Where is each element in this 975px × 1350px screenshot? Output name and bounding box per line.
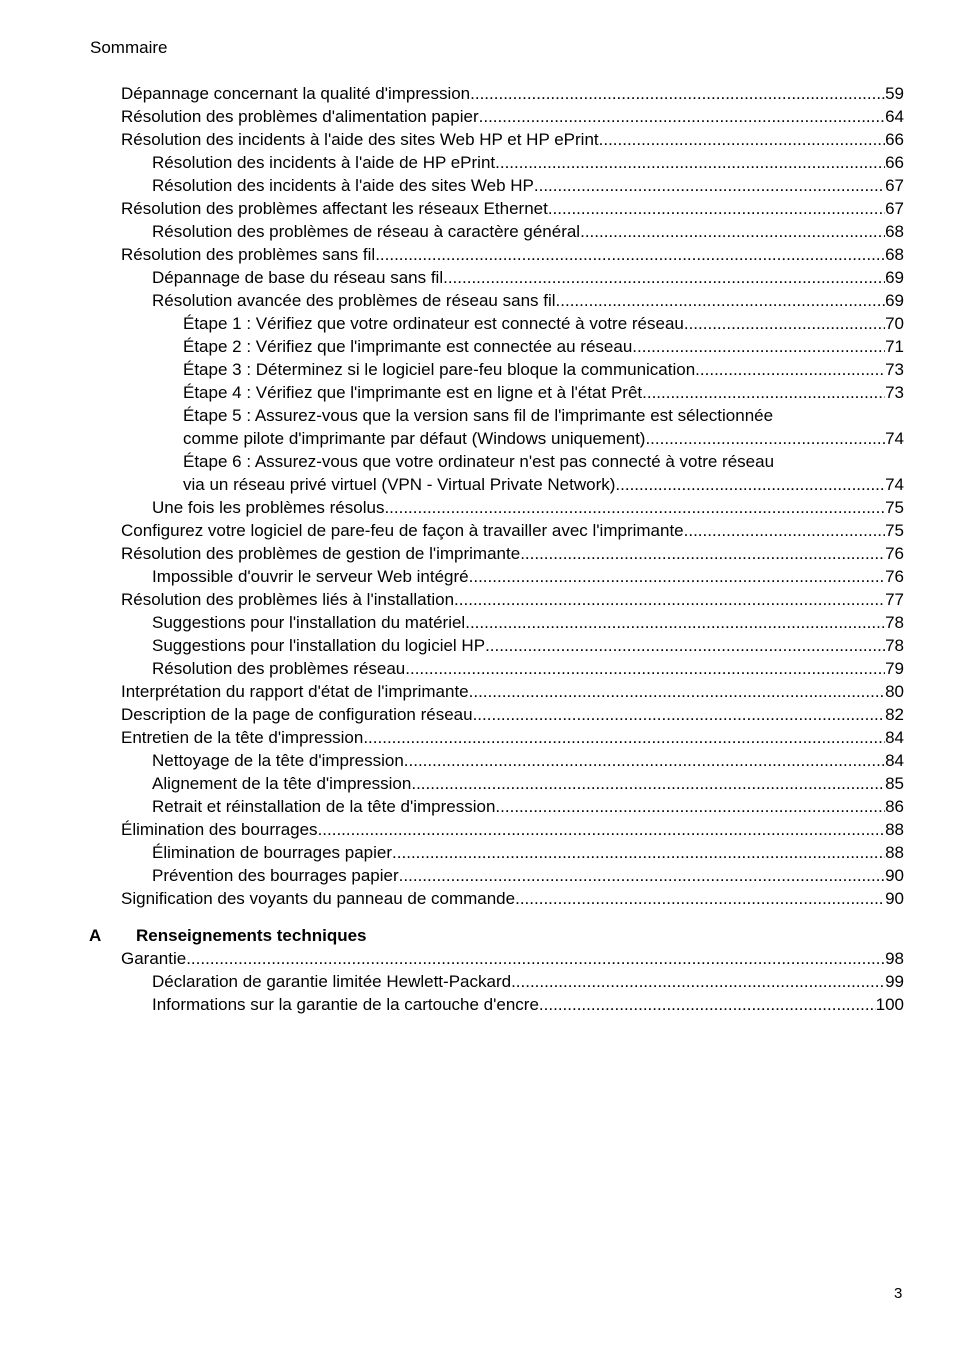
dot-leader <box>465 611 885 634</box>
toc-entry[interactable] <box>152 864 904 887</box>
toc-entry-page: 76 <box>885 567 904 586</box>
toc-entry-title: Élimination des bourrages <box>121 820 318 839</box>
toc-entry-title: Garantie <box>121 949 187 968</box>
toc-entry[interactable] <box>152 657 904 680</box>
dot-leader <box>363 726 885 749</box>
running-head: Sommaire <box>90 38 168 57</box>
toc-entry-page: 67 <box>885 176 904 195</box>
dot-leader <box>186 947 885 970</box>
toc-entry-page: 75 <box>885 498 904 517</box>
page-number: 3 <box>894 1285 903 1302</box>
dot-leader <box>469 680 885 703</box>
toc-entry-page: 64 <box>885 107 904 126</box>
dot-leader <box>479 105 885 128</box>
dot-leader <box>695 358 885 381</box>
toc-entry-page: 82 <box>885 705 904 724</box>
dot-leader <box>485 634 885 657</box>
toc-entry[interactable] <box>183 427 904 450</box>
toc-entry-title: Étape 3 : Déterminez si le logiciel pare-feu bloque la communication <box>183 360 696 379</box>
toc-entry-page: 77 <box>885 590 904 609</box>
toc-entry[interactable] <box>121 947 904 970</box>
toc-entry[interactable] <box>121 105 904 128</box>
toc-entry-page: 68 <box>885 222 904 241</box>
toc-entry-title: Impossible d'ouvrir le serveur Web intégré <box>152 567 469 586</box>
dot-leader <box>548 197 885 220</box>
dot-leader <box>318 818 886 841</box>
toc-entry[interactable] <box>152 611 904 634</box>
dot-leader <box>469 565 885 588</box>
dot-leader <box>642 381 885 404</box>
toc-entry-page: 73 <box>885 383 904 402</box>
toc-entry[interactable] <box>121 680 904 703</box>
toc-entry-page: 79 <box>885 659 904 678</box>
dot-leader <box>411 772 885 795</box>
toc-entry-title: Alignement de la tête d'impression <box>152 774 412 793</box>
toc-entry[interactable] <box>121 519 904 542</box>
toc-entry-title: Déclaration de garantie limitée Hewlett-Packard <box>152 972 512 991</box>
toc-entry[interactable] <box>183 473 904 496</box>
toc-entry[interactable] <box>183 381 904 404</box>
toc-entry-title: Suggestions pour l'installation du logiciel HP <box>152 636 486 655</box>
toc-entry-page: 66 <box>885 153 904 172</box>
toc-entry-page: 90 <box>885 889 904 908</box>
toc-entry-page: 59 <box>885 84 904 103</box>
toc-entry-line: Étape 5 : Assurez-vous que la version sans fil de l'imprimante est sélectionnée <box>183 406 774 425</box>
dot-leader <box>399 496 885 519</box>
toc-entry-page: 67 <box>885 199 904 218</box>
toc-entry-title: Résolution des incidents à l'aide des sites Web HP <box>152 176 534 195</box>
toc-entry[interactable] <box>152 496 904 519</box>
dot-leader <box>632 335 885 358</box>
toc-entry-title: Prévention des bourrages papier <box>152 866 399 885</box>
toc-entry[interactable] <box>152 174 904 197</box>
toc-entry-title: via un réseau privé virtuel (VPN - Virtual Private Network) <box>183 475 616 494</box>
dot-leader <box>375 243 885 266</box>
toc-entry-page: 74 <box>885 429 904 448</box>
toc-entry-title: Résolution des problèmes sans fil <box>121 245 376 264</box>
dot-leader <box>599 128 885 151</box>
toc-entry-page: 99 <box>885 972 904 991</box>
toc-entry[interactable] <box>152 289 904 312</box>
toc-entry-title: Résolution des problèmes de réseau à caractère général <box>152 222 581 241</box>
toc-entry-page: 80 <box>885 682 904 701</box>
toc-entry[interactable] <box>121 588 904 611</box>
toc-entry-page: 69 <box>885 268 904 287</box>
toc-entry[interactable] <box>121 128 904 151</box>
toc-entry-page: 68 <box>885 245 904 264</box>
appendix-heading[interactable] <box>89 924 975 947</box>
toc-entry-title: Retrait et réinstallation de la tête d'impression <box>152 797 496 816</box>
dot-leader <box>405 657 885 680</box>
table-of-contents <box>0 82 975 1016</box>
toc-entry-page: 73 <box>885 360 904 379</box>
dot-leader <box>556 289 886 312</box>
toc-entry-page: 78 <box>885 613 904 632</box>
toc-entry-page: 100 <box>875 995 904 1014</box>
dot-leader <box>392 841 885 864</box>
toc-entry-page: 70 <box>885 314 904 333</box>
toc-entry-page: 85 <box>885 774 904 793</box>
toc-entry[interactable] <box>121 542 904 565</box>
dot-leader <box>511 970 885 993</box>
dot-leader <box>645 427 885 450</box>
toc-entry[interactable] <box>121 818 904 841</box>
dot-leader <box>684 312 885 335</box>
appendix-letter: A <box>89 926 102 945</box>
toc-entry-title: Étape 1 : Vérifiez que votre ordinateur est connecté à votre réseau <box>183 314 684 333</box>
dot-leader <box>454 588 885 611</box>
toc-entry[interactable] <box>152 795 904 818</box>
toc-entry-page: 86 <box>885 797 904 816</box>
toc-entry-title: Configurez votre logiciel de pare-feu de façon à travailler avec l'imprimante <box>121 521 684 540</box>
toc-entry-page: 84 <box>885 728 904 747</box>
toc-entry-title: Résolution des problèmes réseau <box>152 659 406 678</box>
dot-leader <box>615 473 885 496</box>
toc-entry[interactable] <box>121 243 904 266</box>
toc-entry-title: Résolution des incidents à l'aide des sites Web HP et HP ePrint <box>121 130 599 149</box>
toc-entry[interactable] <box>152 220 904 243</box>
toc-entry-page: 84 <box>885 751 904 770</box>
dot-leader <box>473 703 886 726</box>
toc-entry[interactable] <box>152 772 904 795</box>
toc-entry-page: 88 <box>885 843 904 862</box>
toc-entry-title: comme pilote d'imprimante par défaut (Windows uniquement) <box>183 429 646 448</box>
toc-entry-page: 74 <box>885 475 904 494</box>
toc-entry[interactable] <box>183 312 904 335</box>
toc-entry-line: Étape 6 : Assurez-vous que votre ordinateur n'est pas connecté à votre réseau <box>183 452 775 471</box>
dot-leader <box>399 864 885 887</box>
toc-entry-title: Résolution des incidents à l'aide de HP ePrint <box>152 153 496 172</box>
toc-entry-title: Élimination de bourrages papier <box>152 843 393 862</box>
toc-entry[interactable] <box>121 82 904 105</box>
appendix-title: Renseignements techniques <box>136 926 367 945</box>
toc-entry-page: 88 <box>885 820 904 839</box>
toc-entry-title: Étape 2 : Vérifiez que l'imprimante est connectée au réseau <box>183 337 633 356</box>
toc-entry-title: Dépannage de base du réseau sans fil <box>152 268 444 287</box>
toc-entry[interactable] <box>152 266 904 289</box>
toc-entry[interactable] <box>152 565 904 588</box>
toc-entry-title: Entretien de la tête d'impression <box>121 728 364 747</box>
dot-leader <box>539 993 876 1016</box>
toc-entry-title: Nettoyage de la tête d'impression <box>152 751 404 770</box>
toc-entry[interactable] <box>121 703 904 726</box>
toc-entry-page: 69 <box>885 291 904 310</box>
toc-entry[interactable] <box>152 970 904 993</box>
toc-entry[interactable] <box>121 197 904 220</box>
toc-entry-title: Suggestions pour l'installation du matériel <box>152 613 466 632</box>
toc-entry[interactable] <box>152 841 904 864</box>
toc-entry[interactable] <box>152 749 904 772</box>
toc-entry-page: 98 <box>885 949 904 968</box>
toc-entry[interactable] <box>183 335 904 358</box>
toc-entry-page: 76 <box>885 544 904 563</box>
toc-entry-page: 90 <box>885 866 904 885</box>
toc-entry-title: Résolution des problèmes liés à l'installation <box>121 590 455 609</box>
dot-leader <box>404 749 885 772</box>
toc-entry[interactable] <box>152 993 904 1016</box>
dot-leader <box>470 82 885 105</box>
toc-entry[interactable] <box>152 151 904 174</box>
dot-leader <box>520 542 885 565</box>
toc-entry-title: Résolution des problèmes affectant les réseaux Ethernet <box>121 199 548 218</box>
toc-entry-title: Dépannage concernant la qualité d'impression <box>121 84 471 103</box>
dot-leader <box>684 519 885 542</box>
toc-entry-page: 66 <box>885 130 904 149</box>
toc-entry-page: 75 <box>885 521 904 540</box>
dot-leader <box>515 887 885 910</box>
dot-leader <box>495 795 885 818</box>
toc-entry-page: 71 <box>885 337 904 356</box>
dot-leader <box>534 174 885 197</box>
toc-entry-title: Étape 4 : Vérifiez que l'imprimante est en ligne et à l'état Prêt <box>183 383 643 402</box>
toc-entry-title: Interprétation du rapport d'état de l'imprimante <box>121 682 469 701</box>
toc-entry[interactable] <box>121 887 904 910</box>
toc-entry-title: Résolution des problèmes d'alimentation papier <box>121 107 479 126</box>
toc-entry[interactable] <box>121 726 904 749</box>
dot-leader <box>443 266 885 289</box>
toc-entry-title: Description de la page de configuration réseau <box>121 705 473 724</box>
toc-entry[interactable] <box>183 358 904 381</box>
toc-entry-title: Une fois les problèmes résolus... <box>152 498 399 517</box>
toc-entry-title: Signification des voyants du panneau de commande <box>121 889 516 908</box>
dot-leader <box>580 220 885 243</box>
toc-entry-title: Résolution des problèmes de gestion de l'imprimante <box>121 544 521 563</box>
toc-entry-title: Résolution avancée des problèmes de réseau sans fil <box>152 291 556 310</box>
toc-entry[interactable] <box>152 634 904 657</box>
toc-entry-page: 78 <box>885 636 904 655</box>
toc-entry-title: Informations sur la garantie de la cartouche d'encre <box>152 995 539 1014</box>
dot-leader <box>495 151 885 174</box>
